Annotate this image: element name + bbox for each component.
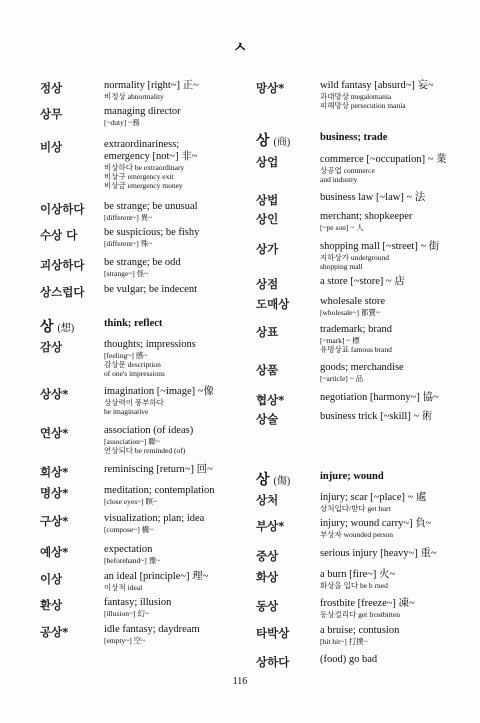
entry-example: [~duty] ~務 (104, 118, 140, 127)
entry-body (104, 571, 240, 592)
entry-body (320, 654, 461, 666)
entry-definition: managing director (104, 106, 181, 117)
entry-example: 피해망상 persecution mania (320, 101, 406, 110)
entry-example: 동상걸리다 get frostbitten (320, 610, 400, 619)
entry-definition: wild fantasy [absurd~] 妄~ (320, 80, 434, 91)
entry-example: [close eyes~] 瞑~ (104, 497, 158, 506)
entry-body (320, 548, 461, 560)
section-title: business; trade (320, 132, 388, 143)
entry-headword: 명상* (40, 486, 69, 500)
entry-example: [~pe son] ~ 人 (320, 223, 364, 232)
entry-definition: trademark; brand (320, 324, 393, 335)
entry-definition: serious injury [heavy~] 重~ (320, 548, 437, 559)
entry-definition: a store [~store] ~ 店 (320, 276, 405, 287)
entry-definition: fantasy; illusion (104, 597, 172, 608)
entry-headword: 협상* (256, 393, 285, 407)
entry-headword: 연상* (40, 426, 69, 440)
entry-definition: be vulgar; be indecent (104, 284, 198, 295)
entry-headword: 도매상 (256, 297, 290, 311)
entry-example: [illusion~] 幻~ (104, 609, 149, 618)
entry-headword: 동상 (256, 599, 279, 613)
entry-headword: 정상 (40, 81, 63, 95)
section-hanja: (商) (273, 137, 291, 148)
entry-definition: wholesale store (320, 296, 386, 307)
entry-definition: idle fantasy; daydream (104, 624, 200, 635)
entry-example: [compose~] 構~ (104, 525, 154, 534)
entry-definition: expectation (104, 544, 153, 555)
entry-headword: 회상* (40, 465, 69, 479)
entry-headword: 상인 (256, 212, 279, 226)
entry-headword: 이상 (40, 572, 63, 586)
section-hanja: (傷) (273, 476, 291, 487)
entry-headword: 비상 (40, 140, 63, 154)
entry-body (104, 544, 240, 565)
entry-example: 상처입다/받다 get hurt (320, 504, 391, 513)
entry-body (104, 257, 240, 278)
entry-body (104, 464, 240, 476)
entry-example: [different~] 殊~ (104, 239, 153, 248)
entry-headword: 감상 (40, 340, 63, 354)
entry-headword: 구상* (40, 514, 69, 528)
entry-headword: 상업 (256, 155, 279, 169)
entry-definition: business law [~law] ~ 法 (320, 192, 426, 203)
entry-example: 상공업 commerce (320, 166, 375, 175)
entry-headword: 타박상 (256, 626, 290, 640)
entry-body (320, 296, 461, 317)
entry-body (104, 425, 240, 455)
entry-definition: (food) go bad (320, 654, 378, 665)
entry-headword: 수상 다 (40, 228, 78, 242)
entry-definition: visualization; plan; idea (104, 513, 205, 524)
entry-body (320, 518, 461, 539)
entry-example: 비정상 abnormality (104, 92, 164, 101)
entry-headword: 공상* (40, 625, 69, 639)
entry-definition: reminiscing [return~] 回~ (104, 464, 213, 475)
entry-body (320, 154, 461, 184)
entry-body (104, 513, 240, 534)
entry-definition: extraordinariness; (104, 139, 180, 150)
entry-example: [association~] 聯~ (104, 437, 160, 446)
entry-body (104, 80, 240, 101)
page-number: 116 (232, 676, 248, 687)
entry-definition: an ideal [principle~] 理~ (104, 571, 209, 582)
entry-body (320, 80, 461, 110)
entry-headword: 상술 (256, 412, 279, 426)
entry-example: 비상구 emergency exit (104, 172, 174, 181)
entry-headword: 화상 (256, 570, 279, 584)
entry-example: 지하상가 underground (320, 253, 390, 262)
section-heading-injure (256, 469, 461, 489)
entry-example: 상상력이 풍부하다 (104, 398, 164, 407)
entry-body (104, 227, 240, 248)
section-heading-think (40, 316, 240, 336)
entry-definition: a burn [fire~] 火~ (320, 569, 396, 580)
entry-body (320, 392, 461, 404)
entry-headword: 부상* (256, 519, 285, 533)
page-header-letter: ㅅ (232, 40, 248, 56)
entry-headword: 예상* (40, 545, 69, 559)
entry-body (320, 569, 461, 590)
entry-headword: 중상 (256, 549, 279, 563)
entry-example: [different~] 異~ (104, 213, 153, 222)
entry-headword: 상점 (256, 277, 279, 291)
entry-example: [~mark] ~ 標 (320, 336, 360, 345)
section-headword: 상 (256, 472, 270, 488)
entry-definition: association (of ideas) (104, 425, 194, 436)
entry-definition: commerce [~occupation] ~ 業 (320, 154, 447, 165)
entry-body (320, 492, 461, 513)
section-heading-business (256, 130, 461, 150)
entry-body (104, 201, 240, 222)
entry-example: shopping mall (320, 262, 363, 271)
entry-example: [~article] ~ 品 (320, 374, 364, 383)
entry-headword: 상가 (256, 242, 279, 256)
entry-headword: 상상* (40, 387, 69, 401)
entry-body (104, 339, 240, 378)
entry-example: [hit hit~] 打撲~ (320, 637, 368, 646)
entry-example: 과대망상 megalomania (320, 92, 392, 101)
entry-definition: meditation; contemplation (104, 485, 215, 496)
section-title: injure; wound (320, 471, 384, 482)
entry-example: of one's impressions (104, 369, 165, 378)
entry-example: 부상자 wounded person (320, 530, 393, 539)
entry-definition: shopping mall [~street] ~ 街 (320, 241, 440, 252)
entry-body (320, 362, 461, 383)
section-headword: 상 (40, 319, 54, 335)
entry-headword: 상무 (40, 107, 63, 121)
entry-example: [feeling~] 感~ (104, 351, 148, 360)
entry-definition: a bruise; contusion (320, 625, 400, 636)
entry-body (320, 241, 461, 271)
entry-body (320, 411, 461, 423)
entry-body (320, 324, 461, 354)
entry-example: 비상하다 be extraordinary (104, 163, 185, 172)
entry-example: 연상되다 be reminded (of) (104, 446, 186, 455)
entry-example: [beforehand~] 豫~ (104, 556, 161, 565)
entry-body (320, 192, 461, 204)
entry-body (104, 106, 240, 127)
entry-definition: be strange; be odd (104, 257, 181, 268)
entry-example: 감상문 description (104, 360, 161, 369)
entry-headword: 상스럽다 (40, 285, 85, 299)
entry-body (104, 485, 240, 506)
entry-headword: 망상* (256, 81, 285, 95)
entry-headword: 상표 (256, 325, 279, 339)
entry-example: 화상을 입다 be b rned (320, 581, 388, 590)
entry-body (320, 598, 461, 619)
entry-headword: 상처 (256, 493, 279, 507)
entry-body (320, 625, 461, 646)
entry-body (104, 597, 240, 618)
entry-definition: be suspicious; be fishy (104, 227, 200, 238)
entry-body (104, 624, 240, 645)
entry-example: [wholesale~] 都賣~ (320, 308, 380, 317)
entry-headword: 이상하다 (40, 202, 85, 216)
entry-body (104, 139, 240, 190)
section-hanja: (想) (57, 323, 75, 334)
entry-definition: normality [right~] 正~ (104, 80, 199, 91)
entry-definition: thoughts; impressions (104, 339, 196, 350)
entry-definition: business trick [~skill] ~ 術 (320, 411, 433, 422)
entry-example: and industry (320, 175, 358, 184)
entry-example: 유명상표 famous brand (320, 345, 392, 354)
entry-body (104, 386, 240, 416)
entry-definition: negotiation [harmony~] 協~ (320, 392, 439, 403)
entry-definition: goods; merchandise (320, 362, 404, 373)
entry-headword: 상하다 (256, 655, 290, 669)
entry-headword: 상법 (256, 193, 279, 207)
entry-headword: 상품 (256, 363, 279, 377)
entry-headword: 괴상하다 (40, 258, 85, 272)
entry-definition: imagination [~image] ~像 (104, 386, 214, 397)
entry-example: [empty~] 空~ (104, 636, 146, 645)
section-title: think; reflect (104, 318, 163, 329)
entry-body (104, 284, 240, 296)
entry-body (320, 276, 461, 288)
entry-definition: emergency [not~] 非~ (104, 151, 198, 162)
entry-definition: frostbite [freeze~] 凍~ (320, 598, 415, 609)
entry-definition: injury; scar [~place] ~ 處 (320, 492, 427, 503)
entry-body (320, 211, 461, 232)
entry-example: be imaginative (104, 407, 149, 416)
entry-definition: injury; wound carry~] 負~ (320, 518, 432, 529)
entry-example: 이상적 ideal (104, 583, 143, 592)
entry-definition: merchant; shopkeeper (320, 211, 413, 222)
entry-example: [strange~] 怪~ (104, 269, 149, 278)
section-headword: 상 (256, 133, 270, 149)
entry-example: 비상금 emergency money (104, 181, 183, 190)
entry-headword: 환상 (40, 598, 63, 612)
entry-definition: be strange; be unusual (104, 201, 198, 212)
